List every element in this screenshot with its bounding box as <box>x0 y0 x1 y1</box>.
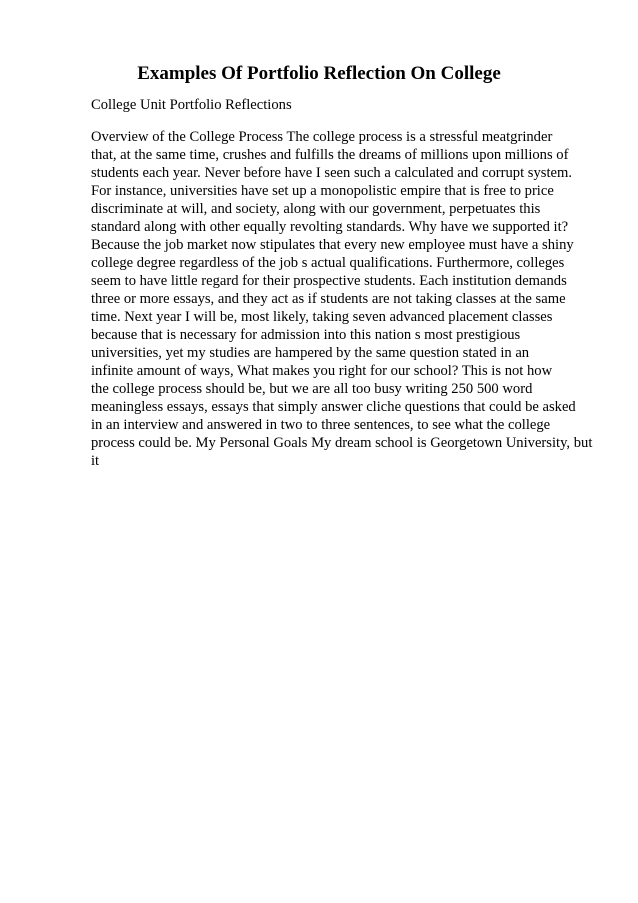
body-line: college degree regardless of the job s actual qualifications. Furthermore, colleges <box>91 255 565 271</box>
body-line: Overview of the College Process The college process is a stressful meatgrinder <box>91 129 553 145</box>
body-line: because that is necessary for admission into this nation s most prestigious <box>91 327 521 343</box>
document-subtitle: College Unit Portfolio Reflections <box>91 97 292 113</box>
body-line: universities, yet my studies are hampered by the same question stated in an <box>91 345 530 361</box>
body-line: infinite amount of ways, What makes you right for our school? This is not how <box>91 363 553 379</box>
body-line: the college process should be, but we are all too busy writing 250 500 word <box>91 381 533 397</box>
body-line: students each year. Never before have I seen such a calculated and corrupt system. <box>91 165 572 181</box>
document-title: Examples Of Portfolio Reflection On College <box>137 63 501 84</box>
body-line: meaningless essays, essays that simply answer cliche questions that could be asked <box>91 399 576 415</box>
body-line: Because the job market now stipulates that every new employee must have a shiny <box>91 237 574 253</box>
body-line: standard along with other equally revolting standards. Why have we supported it? <box>91 219 569 235</box>
body-line: discriminate at will, and society, along with our government, perpetuates this <box>91 201 541 217</box>
body-line: For instance, universities have set up a monopolistic empire that is free to price <box>91 183 554 199</box>
body-line: seem to have little regard for their prospective students. Each institution demands <box>91 273 567 289</box>
body-paragraph <box>91 128 611 470</box>
body-line: process could be. My Personal Goals My dream school is Georgetown University, but <box>91 435 593 451</box>
body-line: that, at the same time, crushes and fulfills the dreams of millions upon millions of <box>91 147 569 163</box>
body-line: in an interview and answered in two to three sentences, to see what the college <box>91 417 551 433</box>
body-line: it <box>91 453 100 469</box>
body-line: three or more essays, and they act as if students are not taking classes at the same <box>91 291 566 307</box>
body-line: time. Next year I will be, most likely, taking seven advanced placement classes <box>91 309 553 325</box>
